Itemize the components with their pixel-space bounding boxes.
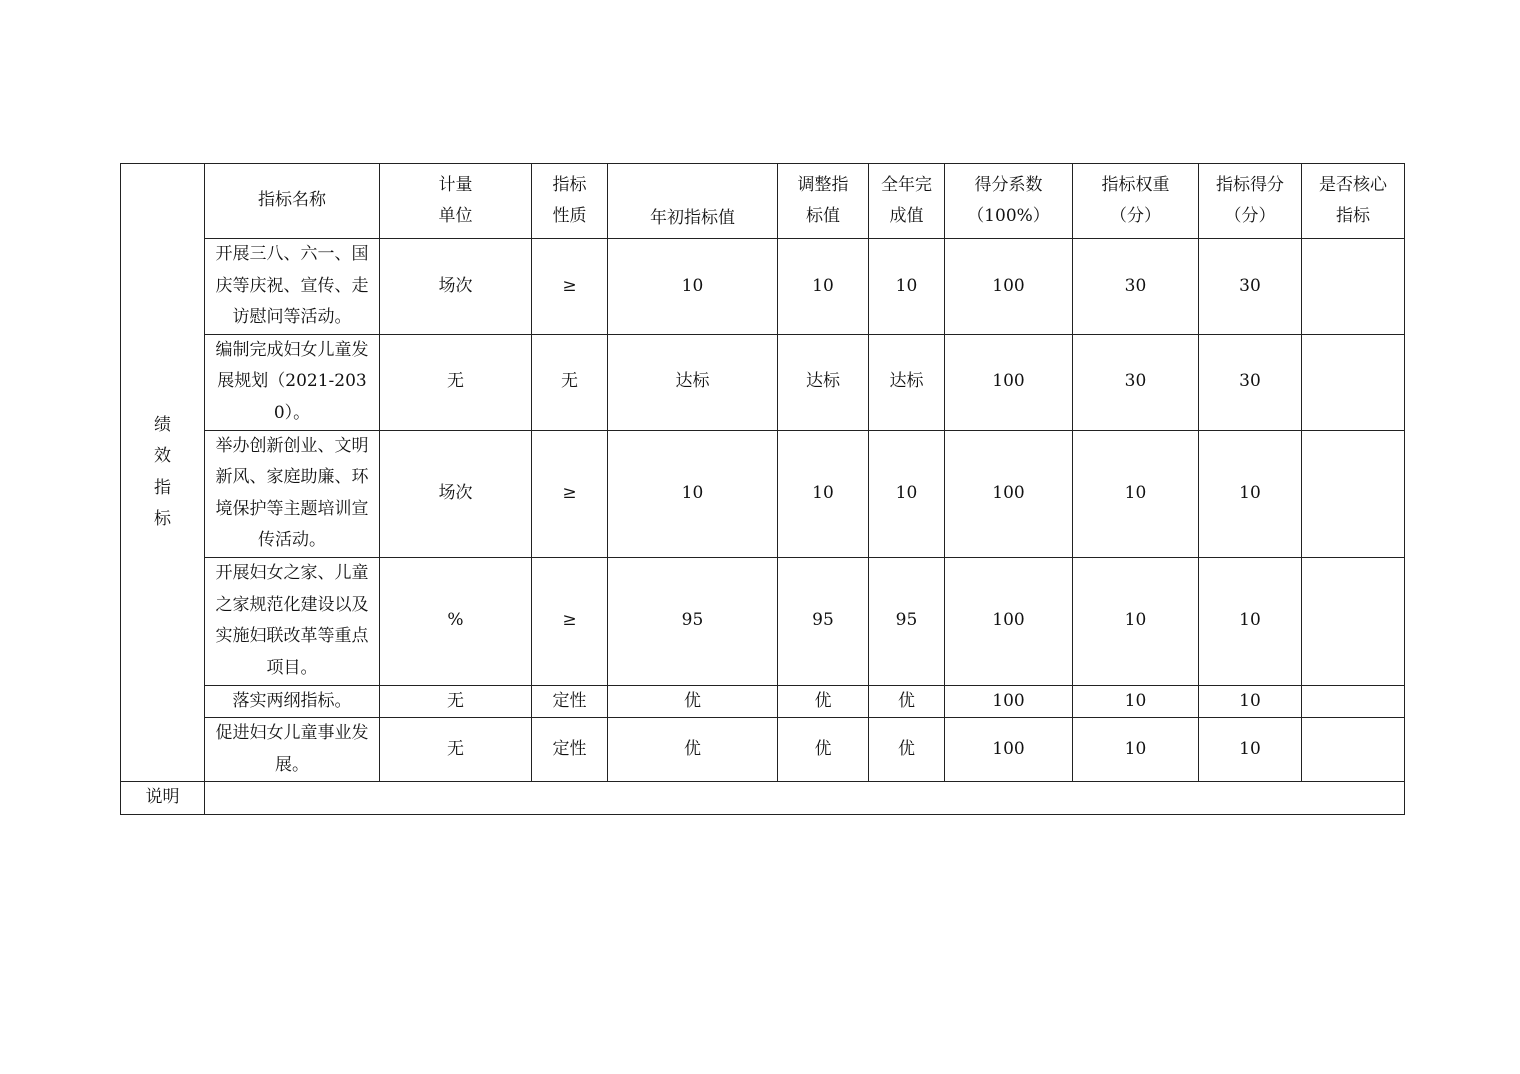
row-initial: 10 xyxy=(608,430,778,557)
header-nature: 指标 性质 xyxy=(532,164,608,239)
header-score: 指标得分 （分） xyxy=(1199,164,1302,239)
row-adjusted: 优 xyxy=(778,718,869,782)
header-completed: 全年完 成值 xyxy=(869,164,945,239)
performance-indicator-table xyxy=(120,163,1405,815)
row-unit: 无 xyxy=(380,685,532,718)
row-name: 开展妇女之家、儿童之家规范化建设以及实施妇联改革等重点项目。 xyxy=(205,557,380,685)
footer-label: 说明 xyxy=(121,782,205,815)
row-weight: 30 xyxy=(1073,239,1199,335)
footer-content xyxy=(205,782,1405,815)
header-coef: 得分系数 （100%） xyxy=(945,164,1073,239)
row-adjusted: 10 xyxy=(778,430,869,557)
table-row xyxy=(121,557,1405,685)
row-coef: 100 xyxy=(945,718,1073,782)
row-core xyxy=(1302,685,1405,718)
header-unit: 计量 单位 xyxy=(380,164,532,239)
row-weight: 30 xyxy=(1073,334,1199,430)
row-score: 10 xyxy=(1199,718,1302,782)
row-completed: 10 xyxy=(869,239,945,335)
row-name: 编制完成妇女儿童发展规划（2021-2030）。 xyxy=(205,334,380,430)
header-row xyxy=(121,164,1405,239)
row-completed: 优 xyxy=(869,685,945,718)
row-nature: 定性 xyxy=(532,685,608,718)
row-completed: 95 xyxy=(869,557,945,685)
row-unit: % xyxy=(380,557,532,685)
row-completed: 优 xyxy=(869,718,945,782)
row-score: 30 xyxy=(1199,334,1302,430)
row-unit: 场次 xyxy=(380,430,532,557)
row-nature: ≥ xyxy=(532,430,608,557)
row-adjusted: 95 xyxy=(778,557,869,685)
header-core: 是否核心 指标 xyxy=(1302,164,1405,239)
row-nature: 定性 xyxy=(532,718,608,782)
row-name: 促进妇女儿童事业发展。 xyxy=(205,718,380,782)
row-name: 落实两纲指标。 xyxy=(205,685,380,718)
group-label-cell xyxy=(121,164,205,782)
row-score: 10 xyxy=(1199,430,1302,557)
row-unit: 无 xyxy=(380,718,532,782)
row-weight: 10 xyxy=(1073,685,1199,718)
row-core xyxy=(1302,239,1405,335)
row-initial: 优 xyxy=(608,685,778,718)
row-completed: 10 xyxy=(869,430,945,557)
footer-row xyxy=(121,782,1405,815)
row-name: 开展三八、六一、国庆等庆祝、宣传、走访慰问等活动。 xyxy=(205,239,380,335)
row-adjusted: 达标 xyxy=(778,334,869,430)
row-adjusted: 优 xyxy=(778,685,869,718)
row-unit: 无 xyxy=(380,334,532,430)
table-row xyxy=(121,718,1405,782)
row-coef: 100 xyxy=(945,334,1073,430)
row-initial: 10 xyxy=(608,239,778,335)
table-row xyxy=(121,334,1405,430)
row-core xyxy=(1302,718,1405,782)
row-score: 30 xyxy=(1199,239,1302,335)
row-unit: 场次 xyxy=(380,239,532,335)
table-row xyxy=(121,239,1405,335)
header-adjusted: 调整指 标值 xyxy=(778,164,869,239)
row-weight: 10 xyxy=(1073,557,1199,685)
row-core xyxy=(1302,430,1405,557)
row-nature: ≥ xyxy=(532,239,608,335)
header-name: 指标名称 xyxy=(205,164,380,239)
row-score: 10 xyxy=(1199,685,1302,718)
row-nature: ≥ xyxy=(532,557,608,685)
row-initial: 优 xyxy=(608,718,778,782)
group-label: 绩效指标 xyxy=(154,414,171,529)
row-weight: 10 xyxy=(1073,718,1199,782)
table-row xyxy=(121,685,1405,718)
row-weight: 10 xyxy=(1073,430,1199,557)
header-weight: 指标权重 （分） xyxy=(1073,164,1199,239)
row-core xyxy=(1302,334,1405,430)
row-coef: 100 xyxy=(945,557,1073,685)
row-core xyxy=(1302,557,1405,685)
row-coef: 100 xyxy=(945,239,1073,335)
row-score: 10 xyxy=(1199,557,1302,685)
row-coef: 100 xyxy=(945,430,1073,557)
row-adjusted: 10 xyxy=(778,239,869,335)
row-coef: 100 xyxy=(945,685,1073,718)
row-completed: 达标 xyxy=(869,334,945,430)
table-row xyxy=(121,430,1405,557)
row-initial: 达标 xyxy=(608,334,778,430)
row-name: 举办创新创业、文明新风、家庭助廉、环境保护等主题培训宣传活动。 xyxy=(205,430,380,557)
header-initial: 年初指标值 xyxy=(608,164,778,239)
row-initial: 95 xyxy=(608,557,778,685)
row-nature: 无 xyxy=(532,334,608,430)
